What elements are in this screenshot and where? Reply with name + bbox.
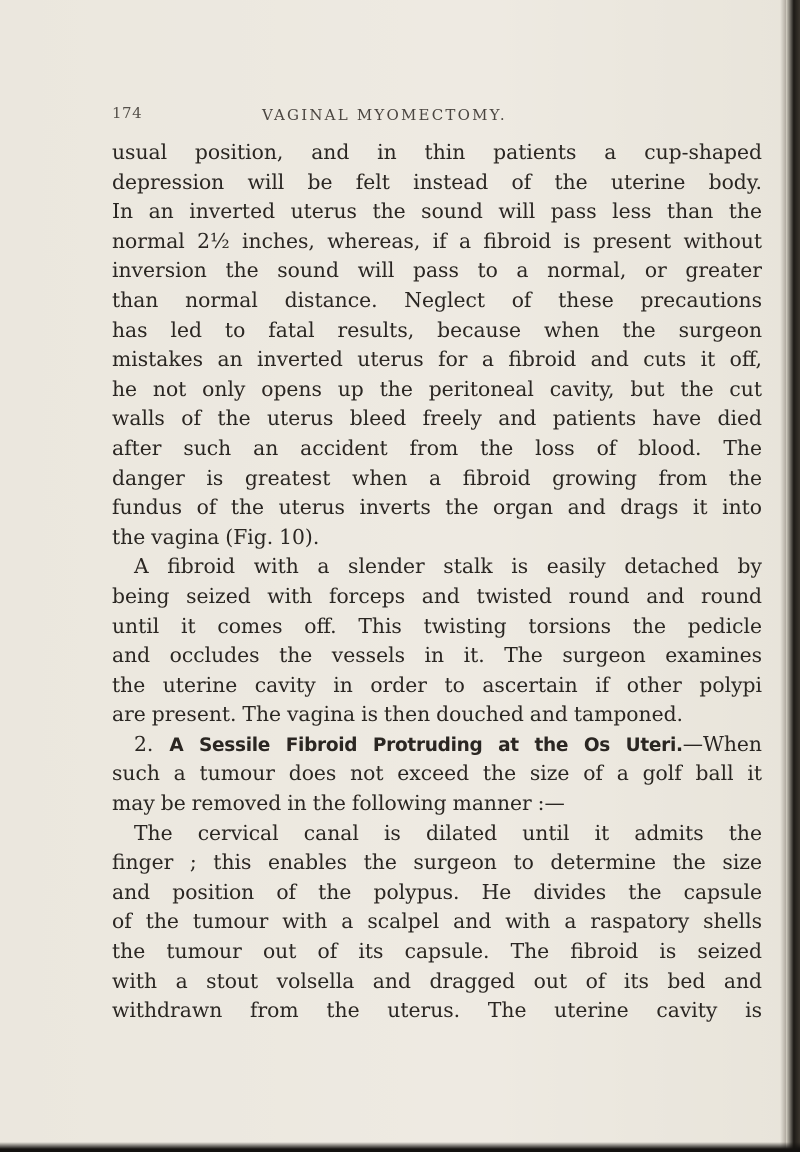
text-line: than normal distance. Neglect of these precautions: [112, 287, 762, 312]
page-bottom-edge: [0, 1142, 800, 1152]
text-line: and occludes the vessels in it. The surgeon examines: [112, 643, 762, 668]
text-line: A fibroid with a slender stalk is easily detached by: [134, 554, 762, 579]
section-heading: A Sessile Fibroid Protruding at the Os Uteri.: [169, 734, 683, 756]
text-line: the tumour out of its capsule. The fibroid is seized: [112, 939, 762, 964]
section-heading-line: [112, 730, 762, 760]
text-line: the vagina (Fig. 10).: [112, 524, 320, 549]
text-line: until it comes off. This twisting torsions the pedicle: [112, 613, 762, 638]
text-line: mistakes an inverted uterus for a fibroid and cuts it off,: [112, 347, 762, 372]
text-line: with a stout volsella and dragged out of its bed and: [112, 968, 762, 993]
text-line: finger ; this enables the surgeon to determine the size: [112, 850, 762, 875]
text-line: may be removed in the following manner :—: [112, 791, 565, 816]
text-line: the uterine cavity in order to ascertain if other polypi: [112, 672, 762, 697]
text-line: has led to fatal results, because when the surgeon: [112, 317, 762, 342]
text-line: withdrawn from the uterus. The uterine cavity is: [112, 998, 762, 1023]
page-number: 174: [112, 104, 143, 122]
text-line: depression will be felt instead of the uterine body.: [112, 169, 762, 194]
body-text: [112, 138, 762, 1026]
text-line: inversion the sound will pass to a normal, or greater: [112, 258, 762, 283]
text-line: such a tumour does not exceed the size of a golf ball it: [112, 761, 762, 786]
running-head: VAGINAL MYOMECTOMY.: [262, 106, 507, 124]
text-line: In an inverted uterus the sound will pass less than the: [112, 199, 762, 224]
page-edge: [786, 0, 800, 1152]
text-line: and position of the polypus. He divides the capsule: [112, 879, 762, 904]
section-number: 2.: [134, 731, 154, 756]
text-line: fundus of the uterus inverts the organ and drags it into: [112, 495, 762, 520]
text-line: of the tumour with a scalpel and with a raspatory shells: [112, 909, 762, 934]
text-line: danger is greatest when a fibroid growing from the: [112, 465, 762, 490]
text-line: walls of the uterus bleed freely and patients have died: [112, 406, 762, 431]
section-lead: —When: [682, 731, 762, 756]
text-line: being seized with forceps and twisted round and round: [112, 583, 762, 608]
text-line: The cervical canal is dilated until it admits the: [134, 820, 762, 845]
text-line: usual position, and in thin patients a cup-shaped: [112, 140, 762, 164]
text-line: he not only opens up the peritoneal cavity, but the cut: [112, 376, 762, 401]
text-line: normal 2½ inches, whereas, if a fibroid is present without: [112, 228, 762, 253]
text-line: after such an accident from the loss of blood. The: [112, 435, 762, 460]
text-line: are present. The vagina is then douched and tamponed.: [112, 702, 684, 727]
